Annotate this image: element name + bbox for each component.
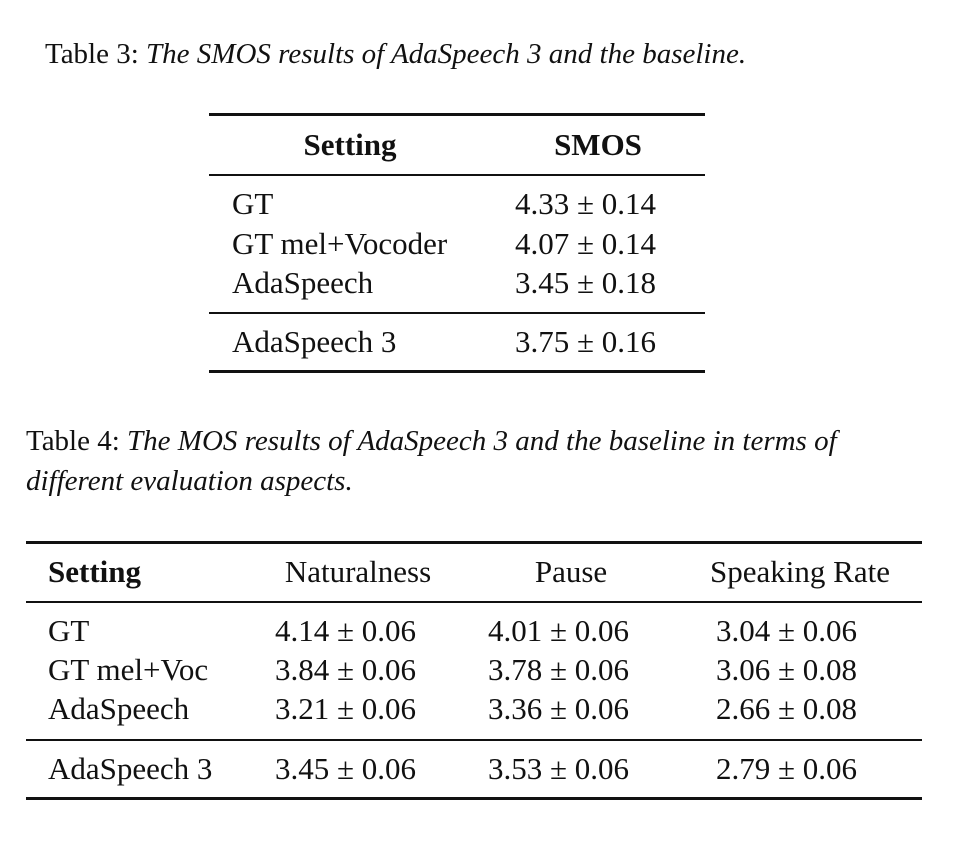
table4-header-pause: Pause <box>534 554 608 589</box>
table3-header-smos: SMOS <box>554 127 642 162</box>
table4-cell-speaking-rate: 2.79 ± 0.06 <box>716 751 858 786</box>
table4-cell-naturalness: 4.14 ± 0.06 <box>275 613 417 648</box>
table4-cell-pause: 3.53 ± 0.06 <box>488 751 630 786</box>
table3-cell-smos: 3.75 ± 0.16 <box>515 324 657 359</box>
table3-cell-setting: GT mel+Vocoder <box>232 226 448 261</box>
table4-caption-text: The MOS results of AdaSpeech 3 and the baseline in terms of different evaluation aspects. <box>26 425 837 497</box>
table4-cell-setting: GT mel+Voc <box>48 652 209 687</box>
table3-cell-setting: AdaSpeech 3 <box>232 324 397 359</box>
table4-cell-speaking-rate: 3.06 ± 0.08 <box>716 652 858 687</box>
table3-mid-rule <box>209 312 705 314</box>
table4-cell-naturalness: 3.45 ± 0.06 <box>275 751 417 786</box>
table4-cell-speaking-rate: 2.66 ± 0.08 <box>716 691 858 726</box>
table4-caption-label: Table 4: <box>26 425 120 457</box>
table3-cell-setting: GT <box>232 186 274 221</box>
table4-cell-naturalness: 3.84 ± 0.06 <box>275 652 417 687</box>
table3-cell-smos: 3.45 ± 0.18 <box>515 265 657 300</box>
table3-cell-smos: 4.07 ± 0.14 <box>515 226 657 261</box>
table4-caption <box>26 421 906 501</box>
table4-top-rule <box>26 541 922 544</box>
table3-header-setting: Setting <box>303 127 397 162</box>
table3-cell-smos: 4.33 ± 0.14 <box>515 186 657 221</box>
table3-bottom-rule <box>209 370 705 373</box>
table4-cell-setting: AdaSpeech 3 <box>48 751 213 786</box>
table4-header-setting: Setting <box>48 554 141 589</box>
table4-cell-speaking-rate: 3.04 ± 0.06 <box>716 613 858 648</box>
table4-header-speaking-rate: Speaking Rate <box>710 554 890 589</box>
table4-bottom-rule <box>26 797 922 800</box>
table4-cell-setting: GT <box>48 613 90 648</box>
table3-cell-setting: AdaSpeech <box>232 265 374 300</box>
table4-cell-pause: 3.36 ± 0.06 <box>488 691 630 726</box>
table4-cell-pause: 4.01 ± 0.06 <box>488 613 630 648</box>
table3-caption-text: The SMOS results of AdaSpeech 3 and the baseline. <box>146 38 747 70</box>
table3-caption-label: Table 3: <box>45 38 139 70</box>
table4-header-naturalness: Naturalness <box>284 554 432 589</box>
table3-top-rule <box>209 113 705 116</box>
table4-cell-setting: AdaSpeech <box>48 691 190 726</box>
table4-cell-pause: 3.78 ± 0.06 <box>488 652 630 687</box>
table3-header-rule <box>209 174 705 176</box>
table3-caption <box>45 34 945 74</box>
table4-header-rule <box>26 601 922 603</box>
table4-cell-naturalness: 3.21 ± 0.06 <box>275 691 417 726</box>
table4-mid-rule <box>26 739 922 741</box>
